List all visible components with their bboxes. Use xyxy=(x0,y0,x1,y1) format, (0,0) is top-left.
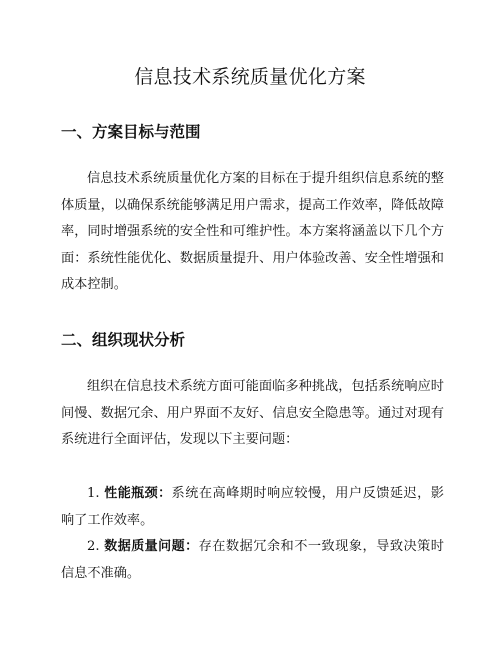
section-paragraph-goals: 信息技术系统质量优化方案的目标在于提升组织信息系统的整体质量，以确保系统能够满足用户需求，提高工作效率，降低故障率，同时增强系统的安全性和可维护性。本方案将涵盖以下几个方面：系统性能优化、数据质量提升、用户体验改善、安全性增强和成本控制。 xyxy=(61,171,444,292)
issue-label: 数据质量问题： xyxy=(104,539,199,554)
document-title: 信息技术系统质量优化方案 xyxy=(134,66,366,88)
issue-label: 性能瓶颈： xyxy=(104,486,172,501)
issue-item xyxy=(61,481,444,534)
issue-number: 1. xyxy=(87,486,100,501)
issue-item xyxy=(61,534,444,587)
issue-text: 存在数据冗余和不一致现象，导致决策时信息不准确。 xyxy=(61,539,444,581)
issue-number: 2. xyxy=(87,539,100,554)
section-heading-goals: 一、方案目标与范围 xyxy=(61,123,201,141)
section-paragraph-analysis: 组织在信息技术系统方面可能面临多种挑战，包括系统响应时间慢、数据冗余、用户界面不友好、信息安全隐患等。通过对现有系统进行全面评估，发现以下主要问题： xyxy=(61,379,444,447)
section-heading-analysis: 二、组织现状分析 xyxy=(61,331,186,349)
issue-text: 系统在高峰期时响应较慢，用户反馈延迟，影响了工作效率。 xyxy=(61,486,444,528)
